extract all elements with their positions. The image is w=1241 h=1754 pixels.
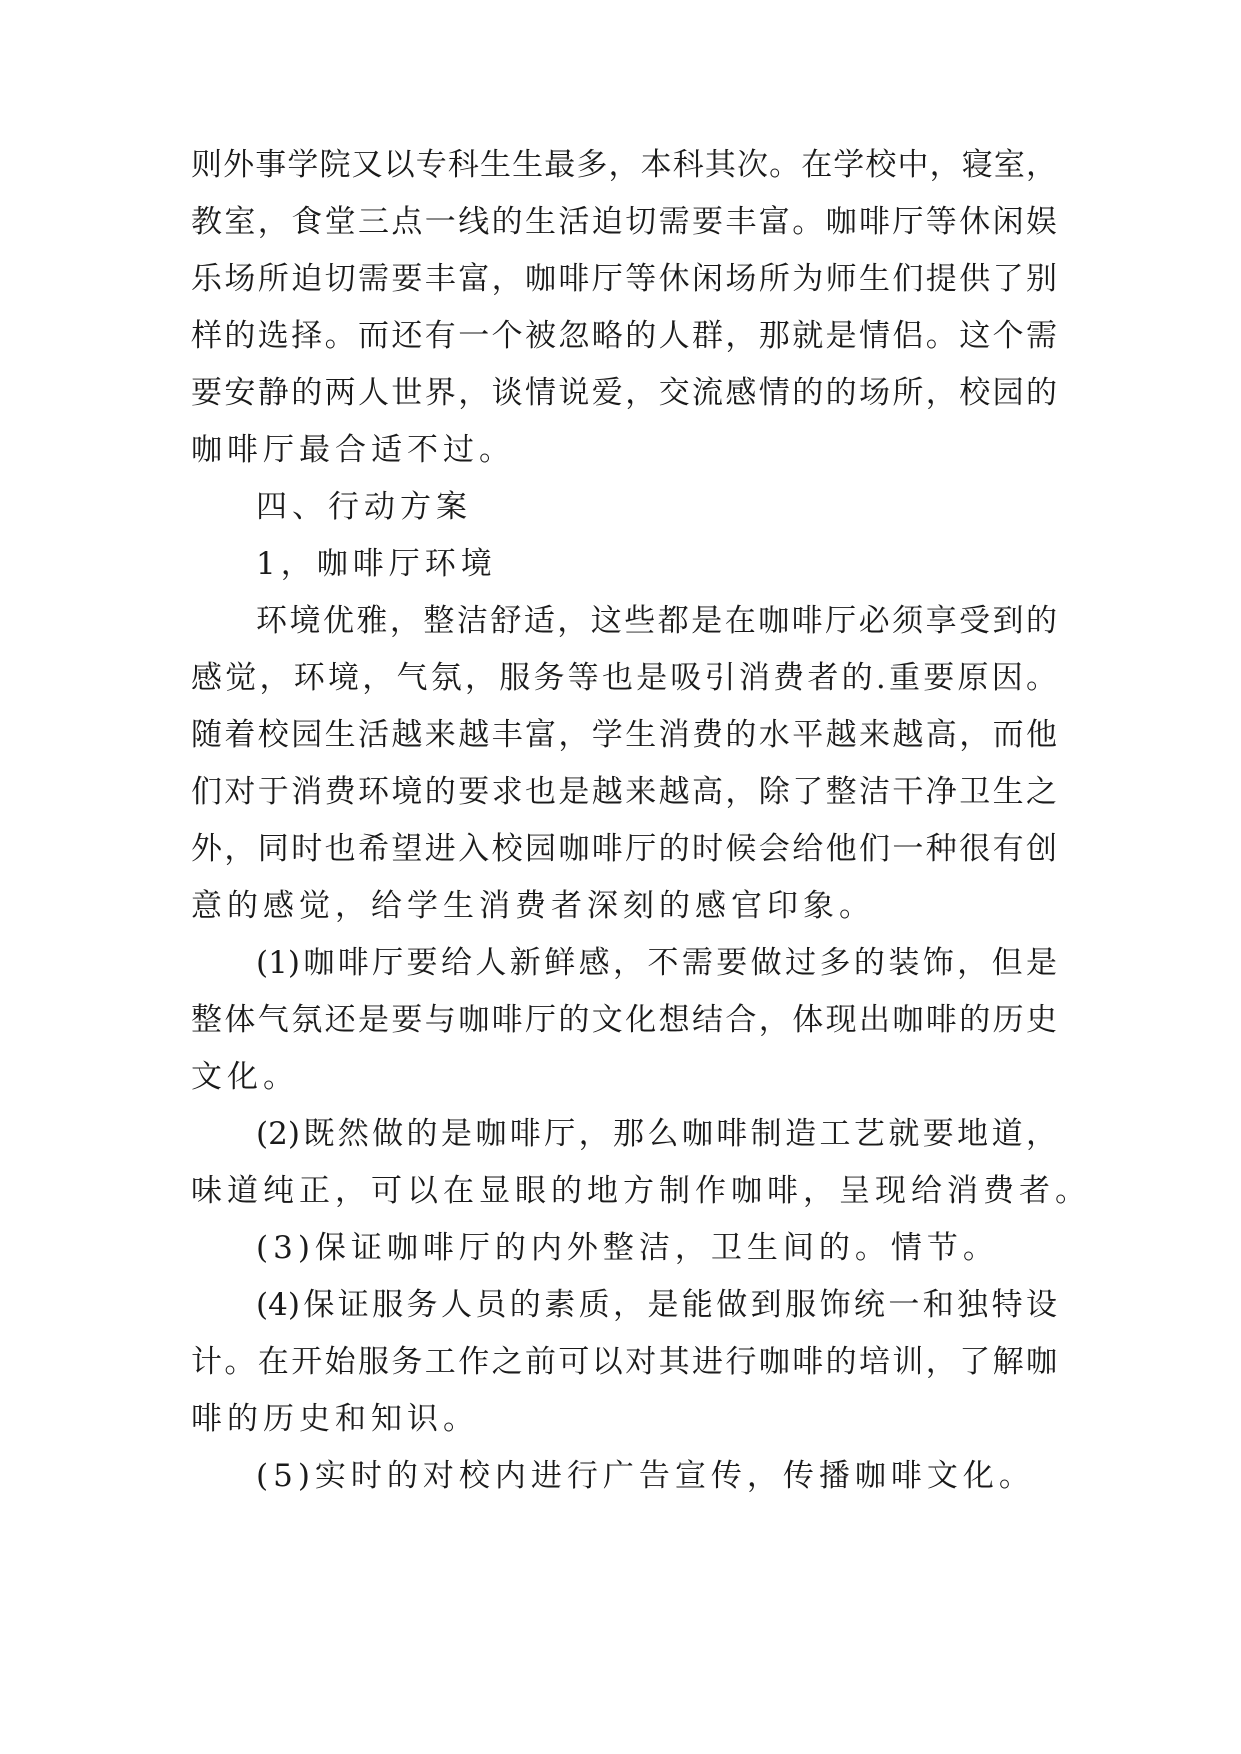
paragraph-line: 环境优雅，整洁舒适，这些都是在咖啡厅必须享受到的 <box>256 603 1057 639</box>
list-item-line: (5)实时的对校内进行广告宣传，传播咖啡文化。 <box>256 1458 1035 1494</box>
list-item-line: (2)既然做的是咖啡厅，那么咖啡制造工艺就要地道， <box>256 1116 1057 1152</box>
list-item-line: 啡的历史和知识。 <box>191 1401 479 1437</box>
list-item-line: 计。在开始服务工作之前可以对其进行咖啡的培训，了解咖 <box>191 1344 1057 1380</box>
paragraph-line: 咖啡厅最合适不过。 <box>191 432 515 468</box>
list-item-line: (4)保证服务人员的素质，是能做到服饰统一和独特设 <box>256 1287 1057 1323</box>
paragraph-line: 要安静的两人世界，谈情说爱，交流感情的的场所，校园的 <box>191 375 1057 411</box>
list-item-line: 整体气氛还是要与咖啡厅的文化想结合，体现出咖啡的历史 <box>191 1002 1057 1038</box>
paragraph-line: 教室，食堂三点一线的生活迫切需要丰富。咖啡厅等休闲娱 <box>191 204 1057 240</box>
list-item-line: (3)保证咖啡厅的内外整洁，卫生间的。情节。 <box>256 1230 999 1266</box>
paragraph-line: 乐场所迫切需要丰富，咖啡厅等休闲场所为师生们提供了别 <box>191 261 1057 297</box>
paragraph-line: 们对于消费环境的要求也是越来越高，除了整洁干净卫生之 <box>191 774 1057 810</box>
paragraph-line: 感觉，环境，气氛，服务等也是吸引消费者的.重要原因。 <box>191 660 1057 696</box>
paragraph-line: 样的选择。而还有一个被忽略的人群，那就是情侣。这个需 <box>191 318 1057 354</box>
list-item-line: 文化。 <box>191 1059 299 1095</box>
paragraph-line: 意的感觉，给学生消费者深刻的感官印象。 <box>191 888 875 924</box>
paragraph-line: 则外事学院又以专科生生最多，本科其次。在学校中，寝室， <box>191 147 1057 183</box>
subsection-heading: 1，咖啡厅环境 <box>256 546 497 582</box>
section-heading: 四、行动方案 <box>256 489 472 525</box>
list-item-line: (1)咖啡厅要给人新鲜感，不需要做过多的装饰，但是 <box>256 945 1057 981</box>
paragraph-line: 外，同时也希望进入校园咖啡厅的时候会给他们一种很有创 <box>191 831 1057 867</box>
paragraph-line: 随着校园生活越来越丰富，学生消费的水平越来越高，而他 <box>191 717 1057 753</box>
list-item-line: 味道纯正，可以在显眼的地方制作咖啡，呈现给消费者。 <box>191 1173 1091 1209</box>
